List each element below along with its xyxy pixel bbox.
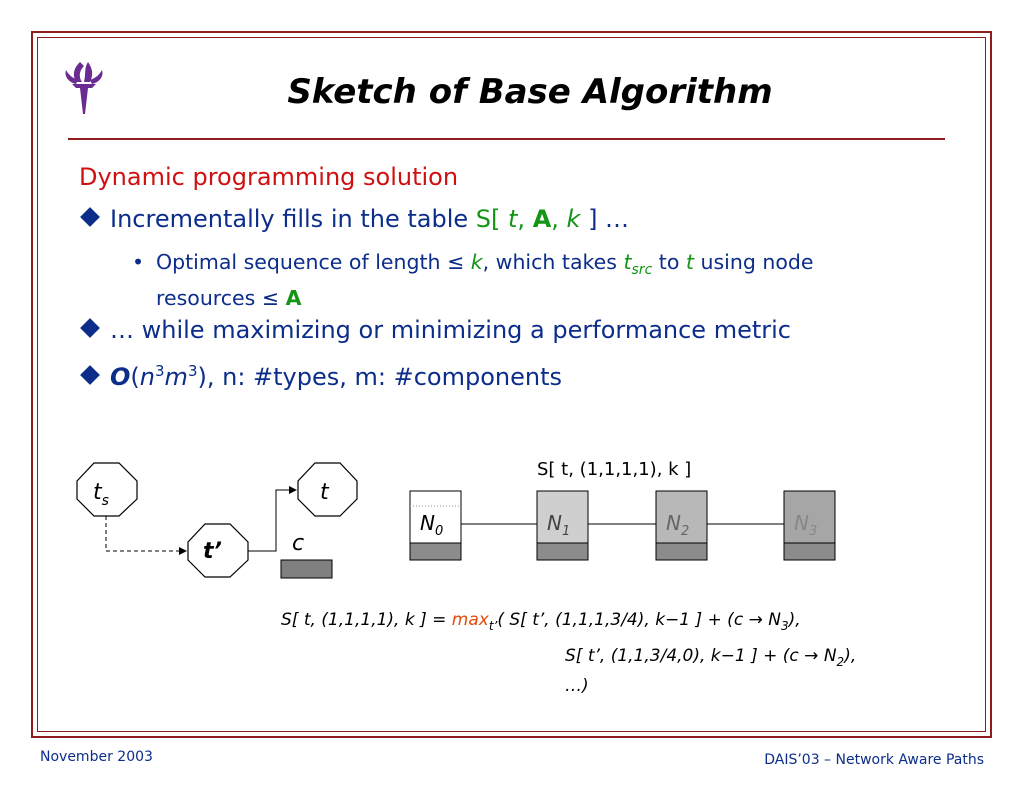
exp: 3 xyxy=(187,362,198,380)
table-sep: , xyxy=(517,205,533,233)
sub-text: , which takes xyxy=(482,250,624,274)
ts-label: $t_s$ xyxy=(93,480,109,509)
c-bar xyxy=(281,560,332,578)
section-subtitle: Dynamic programming solution xyxy=(79,163,459,191)
table-A: A xyxy=(532,205,552,233)
svg-text:N1: $N_1$ xyxy=(547,511,571,539)
node-n2 xyxy=(656,491,707,560)
t-label: t xyxy=(320,480,329,505)
recurrence-formula xyxy=(281,610,856,696)
big-o: O xyxy=(110,363,131,391)
table-sep: , xyxy=(551,205,567,233)
sub-text: using node xyxy=(693,250,814,274)
formula-line3: …) xyxy=(565,676,589,696)
table-k: k xyxy=(566,205,581,233)
footer-date: November 2003 xyxy=(40,749,153,765)
bullet-text: … while maximizing or minimizing a performance metric xyxy=(110,316,791,344)
sub-text: to xyxy=(652,250,686,274)
svg-text:N3: $N_3$ xyxy=(794,511,818,539)
table-open: S[ xyxy=(475,205,508,233)
sub-text: Optimal sequence of length ≤ xyxy=(156,250,471,274)
bullet-text: Incrementally fills in the table xyxy=(110,205,476,233)
formula-line2: S[ t’, (1,1,3/4,0), k−1 ] + $(c \to N_2)$, xyxy=(565,646,857,669)
table-close: ] … xyxy=(580,205,630,233)
bullet-text: ), n: #types, m: #components xyxy=(197,363,562,391)
page-title: Sketch of Base Algorithm xyxy=(287,72,773,112)
dashed-arrow xyxy=(106,516,186,551)
node-n1 xyxy=(537,491,588,560)
paren: ( xyxy=(130,363,140,391)
node-n0 xyxy=(410,491,461,560)
sub-t2: t xyxy=(685,250,694,274)
sub-src: src xyxy=(631,262,653,279)
tprime-label: t’ xyxy=(203,539,222,564)
table-t: t xyxy=(508,205,518,233)
formula-line1: S[ t, (1,1,1,1), k ] = $\max_{t’}$( S[ t’, (1,1,1,3/4), k−1 ] + $(c \to N_3)$, xyxy=(281,610,801,633)
svg-text:N2: $N_2$ xyxy=(666,511,690,539)
node-n3 xyxy=(784,491,835,560)
c-label: c xyxy=(292,531,305,556)
footer-title: DAIS’03 – Network Aware Paths xyxy=(764,752,984,768)
sub-A: A xyxy=(285,286,302,311)
var-n: n xyxy=(139,363,155,391)
sub-t: t xyxy=(623,250,632,274)
dot-bullet-icon: • xyxy=(132,250,145,274)
sub-k: k xyxy=(470,250,483,274)
sub-text: resources ≤ xyxy=(156,286,286,311)
solid-arrow xyxy=(248,490,296,551)
var-m: m xyxy=(164,363,188,391)
svg-text:N0: $N_0$ xyxy=(420,511,444,539)
exp: 3 xyxy=(155,362,165,380)
state-label: S[ t, (1,1,1,1), k ] xyxy=(537,459,692,480)
